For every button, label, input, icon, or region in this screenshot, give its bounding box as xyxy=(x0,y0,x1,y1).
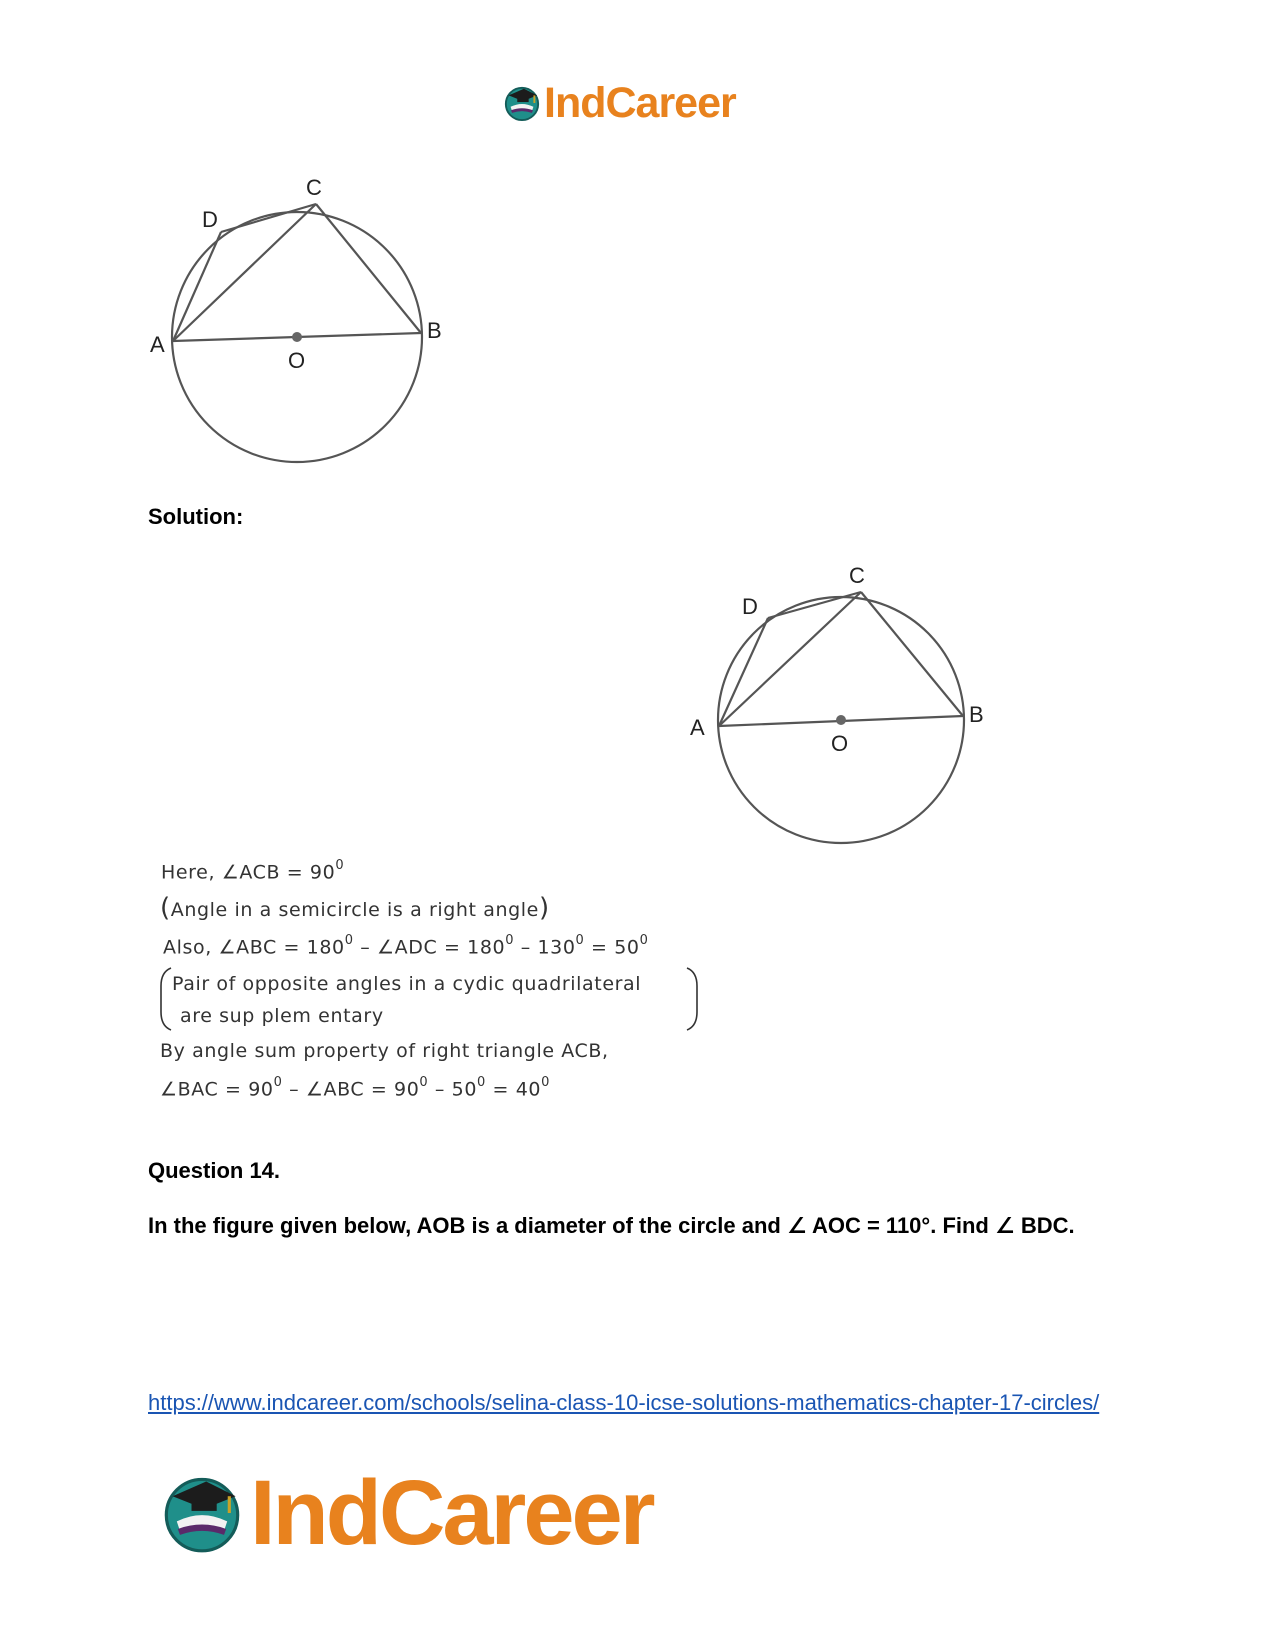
solution-line-2: (Angle in a semicircle is a right angle) xyxy=(160,893,550,923)
source-link[interactable]: https://www.indcareer.com/schools/selina-class-10-icse-solutions-mathematics-chapter-17-circles/ xyxy=(148,1390,1100,1415)
question-title: Question 14. xyxy=(148,1158,281,1183)
solution-line-6: By angle sum property of right triangle ACB, xyxy=(160,1040,609,1062)
chord-cb xyxy=(316,204,421,333)
label-o: O xyxy=(831,731,849,756)
chord-ad xyxy=(173,232,221,341)
solution-line-7: ∠BAC = $90^0$ – ∠ABC = $90^0 - 50^0 = 40^0$ xyxy=(160,1075,550,1101)
header-logo-text: IndCareer xyxy=(544,78,736,127)
right-bracket xyxy=(684,966,700,1032)
logo-globe-icon xyxy=(160,1471,244,1555)
solution-figure xyxy=(683,562,1013,852)
logo-globe-icon xyxy=(503,84,541,122)
label-d: D xyxy=(742,594,758,619)
label-b: B xyxy=(427,318,442,343)
center-point xyxy=(292,332,302,342)
label-c: C xyxy=(849,563,865,588)
label-c: C xyxy=(306,175,322,200)
chord-cb xyxy=(861,592,963,716)
solution-label: Solution: xyxy=(148,504,244,529)
label-b: B xyxy=(969,702,984,727)
solution-line-3: Also, ∠ABC = $180^0$ – ∠ADC = $180^0 - 130^0 = 50^0$ xyxy=(163,933,649,959)
chord-ad xyxy=(719,618,768,726)
solution-line-4: Pair of opposite angles in a cydic quadrilateral xyxy=(172,973,642,995)
question-text: In the figure given below, AOB is a diameter of the circle and ∠ AOC = 110°. Find ∠ BDC. xyxy=(148,1213,1075,1238)
center-point xyxy=(836,715,846,725)
label-d: D xyxy=(202,207,218,232)
header-logo xyxy=(503,78,736,128)
label-a: A xyxy=(690,715,705,740)
label-a: A xyxy=(150,332,165,357)
label-o: O xyxy=(288,348,306,373)
footer-logo-text: IndCareer xyxy=(250,1461,653,1564)
footer-logo xyxy=(160,1463,653,1563)
question-figure xyxy=(140,175,480,475)
solution-line-5: are sup plem entary xyxy=(180,1005,384,1027)
solution-line-1: Here, ∠ACB = $90^0$ xyxy=(161,858,345,884)
